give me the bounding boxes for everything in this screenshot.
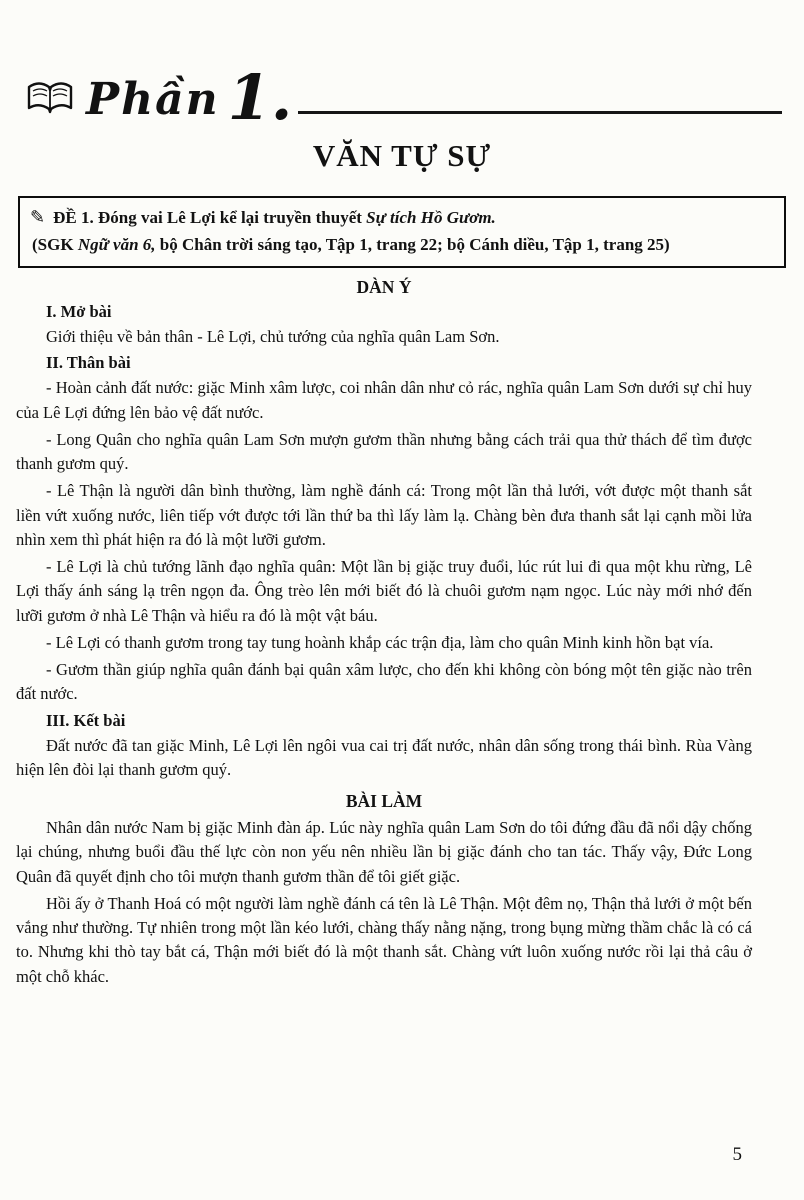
open-book-icon [26,81,74,120]
outline-point: - Lê Lợi là chủ tướng lãnh đạo nghĩa quân: Một lần bị giặc truy đuổi, lúc rút lui đi qua một khu rừng, Lê Lợi thấy ánh sáng lạ trên ngọn đa. Ông trèo lên mới biết đó là chuôi gươm nạm ngọc. Lúc này mới nhớ đến lưỡi gươm ở nhà Lê Thận và hiểu ra đó là một vật báu. [16,557,752,625]
part-label-word: Phần [86,74,220,126]
outline-section-mo-bai: I. Mở bài [46,302,112,322]
outline-point: - Gươm thần giúp nghĩa quân đánh bại quân xâm lược, cho đến khi không còn bóng một tên giặc nào trên đất nước. [16,660,752,704]
assignment-title-work: Sự tích Hồ Gươm. [366,208,496,228]
page-number: 5 [732,1144,742,1165]
assignment-title-line [28,205,774,231]
assignment-title [53,206,496,231]
assignment-box [18,196,786,268]
page-content [0,277,804,989]
assignment-source-book: Ngữ văn 6, [77,235,156,255]
essay-paragraph: Hồi ấy ở Thanh Hoá có một người làm nghề đánh cá tên là Lê Thận. Một đêm nọ, Thận thả lưới ở một bến vắng như thường. Tự nhiên trong một lần kéo lưới, chàng thấy nằng nặng, trong bụng mừng thầm chắc là có cá to. Nhưng khi thò tay bắt cá, Thận mới biết đó là một thanh sắt. Chàng vứt luôn xuống nước rồi lại thả câu ở một chỗ khác. [16,893,752,986]
outline-mo-bai-text: Giới thiệu về bản thân - Lê Lợi, chủ tướng của nghĩa quân Lam Sơn. [46,327,500,347]
assignment-source-line [28,233,774,258]
essay-paragraph: Nhân dân nước Nam bị giặc Minh đàn áp. Lúc này nghĩa quân Lam Sơn do tôi đứng đầu đã nổi dậy chống lại chúng, nhưng buổi đầu thế lực còn non yếu nên nhiều lần bị giặc đánh cho tan tác. Thấy vậy, Đức Long Quân đã quyết định cho tôi mượn thanh gươm thần để tôi giết giặc. [16,818,752,886]
part-label-number: 1. [227,61,293,134]
assignment-source-prefix: (SGK [32,235,78,255]
outline-section-ket-bai: III. Kết bài [46,710,126,730]
pencil-icon: ✎ [30,207,46,229]
part-header [0,0,804,134]
outline-point: - Long Quân cho nghĩa quân Lam Sơn mượn gươm thần nhưng bằng cách trải qua thử thách để tìm được thanh gươm quý. [16,429,752,474]
assignment-source-rest: bộ Chân trời sáng tạo, Tập 1, trang 22; bộ Cánh diều, Tập 1, trang 25) [155,235,670,255]
part-label [86,61,293,134]
outline-point: - Lê Thận là người dân bình thường, làm nghề đánh cá: Trong một lần thả lưới, vớt được một thanh sắt liền vứt xuống nước, liên tiếp vớt được tới lần thứ ba thì lấy làm lạ. Chàng bèn đưa thanh sắt lại cạnh mồi lửa nhìn xem thì phát hiện ra đó là một lưỡi gươm. [16,481,752,549]
outline-point: - Lê Lợi có thanh gươm trong tay tung hoành khắp các trận địa, làm cho quân Minh kinh hồn bạt vía. [46,632,714,652]
outline-point: - Hoàn cảnh đất nước: giặc Minh xâm lược, coi nhân dân như cỏ rác, nghĩa quân Lam Sơn dưới sự chỉ huy của Lê Lợi đứng lên bảo vệ đất nước. [16,378,752,422]
essay-heading: BÀI LÀM [345,791,423,812]
outline-section-than-bai: II. Thân bài [46,353,131,373]
outline-ket-bai-text: Đất nước đã tan giặc Minh, Lê Lợi lên ngôi vua cai trị đất nước, nhân dân sống trong thái bình. Rùa Vàng hiện lên đòi lại thanh gươm quý. [16,735,752,779]
assignment-title-text: ĐỀ 1. Đóng vai Lê Lợi kể lại truyền thuyết [53,208,367,228]
header-divider [298,111,782,114]
page-title: VĂN TỰ SỰ [312,138,492,174]
outline-heading: DÀN Ý [356,277,412,298]
